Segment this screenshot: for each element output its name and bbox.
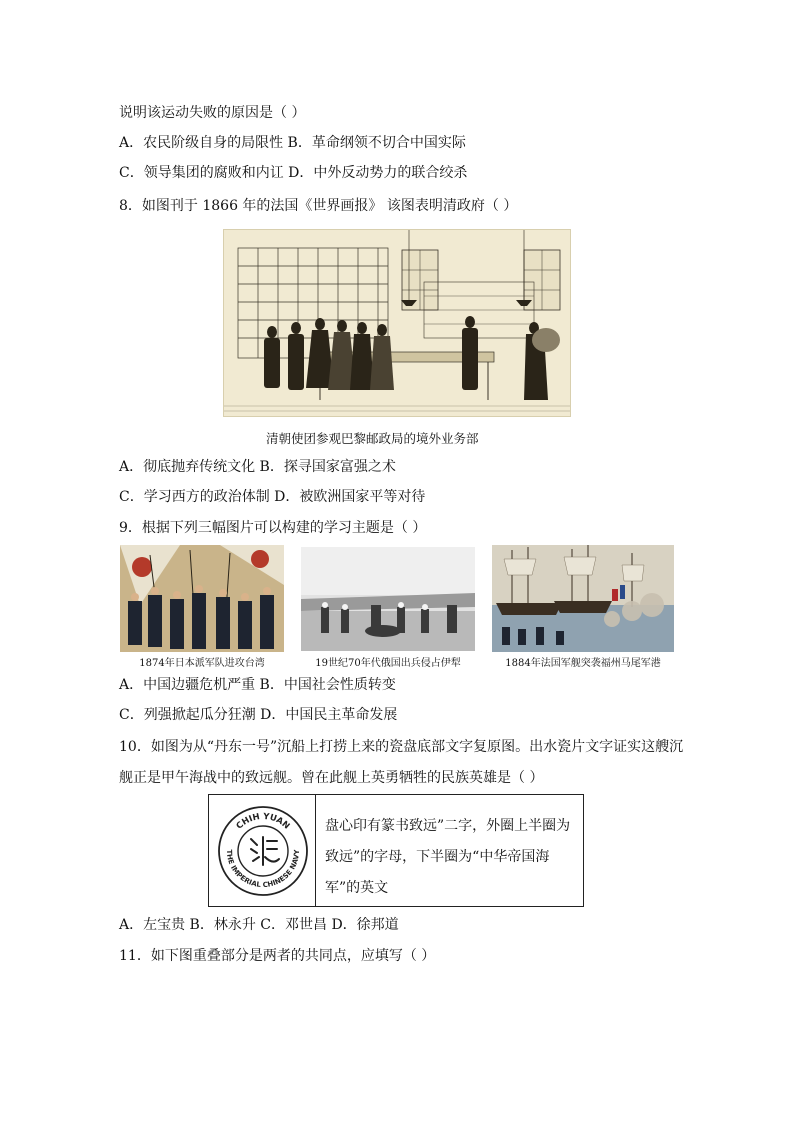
chih-yuan-seal-icon [217, 805, 309, 897]
figure-9-caption-1: 1874年日本派军队进攻台湾 [139, 658, 265, 669]
question-8-stem: 8．如图刊于 1866 年的法国《世界画报》 该图表明清政府（ ） [119, 198, 518, 214]
figure-9-caption-3: 1884年法国军舰突袭福州马尾军港 [505, 658, 661, 669]
figure-9-image-russia-ili [301, 547, 475, 651]
question-8-options-ab: A．彻底抛弃传统文化 B．探寻国家富强之术 [119, 459, 396, 475]
table-divider [315, 795, 316, 906]
question-9-options-cd: C．列强掀起瓜分狂潮 D．中国民主革命发展 [119, 707, 398, 723]
figure-8-engraving [223, 229, 571, 417]
question-7-stem-end: 说明该运动失败的原因是（ ） [119, 105, 306, 121]
question-11-stem: 11．如下图重叠部分是两者的共同点，应填写（ ） [119, 948, 436, 964]
figure-9-image-japan-taiwan [120, 545, 284, 652]
figure-9-image-france-fuzhou [492, 545, 674, 652]
figure-10-description: 盘心印有篆书致远”二字，外圈上半圈为致远”的字母，下半圈为“中华帝国海军”的英文 [325, 818, 571, 896]
question-7-options-cd: C．领导集团的腐败和内讧 D．中外反动势力的联合绞杀 [119, 165, 468, 181]
question-9-stem: 9．根据下列三幅图片可以构建的学习主题是（ ） [119, 520, 427, 536]
question-9-options-ab: A．中国边疆危机严重 B．中国社会性质转变 [119, 677, 396, 693]
question-10-stem-line-2: 舰正是甲午海战中的致远舰。曾在此舰上英勇牺牲的民族英雄是（ ） [119, 770, 544, 786]
seal-top-text: CHIH YUAN [234, 811, 292, 832]
seal-bottom-text: THE IMPERIAL CHINESE NAVY [224, 849, 302, 890]
figure-8-caption: 清朝使团参观巴黎邮政局的境外业务部 [266, 431, 479, 446]
question-10-stem-line-1: 10．如图为从“丹东一号”沉船上打捞上来的瓷盘底部文字复原图。出水瓷片文字证实这艘沉 [119, 739, 684, 755]
figure-10-table [208, 794, 584, 907]
question-10-options: A．左宝贵 B．林永升 C．邓世昌 D．徐邦道 [119, 917, 399, 933]
question-8-options-cd: C．学习西方的政治体制 D．被欧洲国家平等对待 [119, 489, 426, 505]
question-7-options-ab: A．农民阶级自身的局限性 B．革命纲领不切合中国实际 [119, 135, 466, 151]
figure-9-caption-2: 19世纪70年代俄国出兵侵占伊犁 [315, 658, 461, 669]
